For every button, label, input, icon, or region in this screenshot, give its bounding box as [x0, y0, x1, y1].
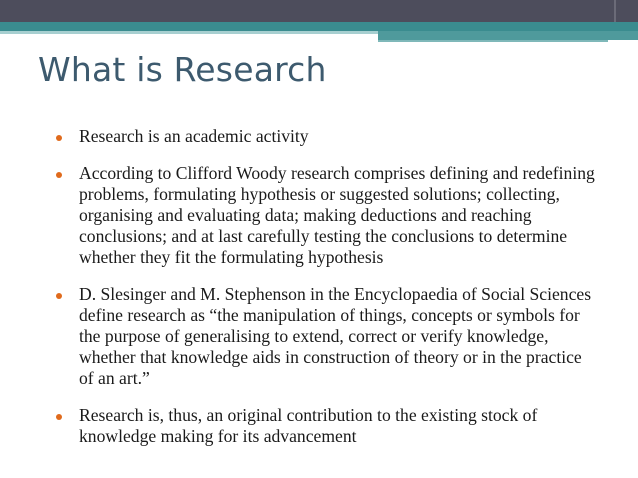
- bullet-text: Research is an academic activity: [79, 126, 309, 146]
- bullet-item: [56, 163, 596, 268]
- bullet-text: According to Clifford Woody research comprises defining and redefining problems, formulating hypothesis or suggested solutions; collecting, organising and evaluating data; making deductions and reaching conclusions; and at last carefully testing the conclusions to determine whether they fit the formulating hypothesis: [79, 163, 595, 267]
- bullet-dot-icon: [56, 172, 62, 178]
- header-band-tick: [614, 0, 616, 22]
- header-band-dark: [0, 0, 638, 22]
- bullet-item: [56, 405, 596, 447]
- bullet-text: Research is, thus, an original contribution to the existing stock of knowledge making for its advancement: [79, 405, 538, 446]
- bullet-item: [56, 126, 596, 147]
- bullet-dot-icon: [56, 414, 62, 420]
- bullet-dot-icon: [56, 135, 62, 141]
- slide-title: What is Research: [38, 50, 327, 89]
- bullet-item: [56, 284, 596, 389]
- header-band-right-line: [378, 40, 608, 42]
- bullet-text: D. Slesinger and M. Stephenson in the Encyclopaedia of Social Sciences define research as “the manipulation of things, concepts or symbols for the purpose of generalising to extend, correct or verify knowledge, whether that knowledge aids in construction of theory or in the practice of an art.”: [79, 284, 592, 388]
- bullet-dot-icon: [56, 293, 62, 299]
- header-band-right-block: [378, 31, 638, 40]
- bullet-list: [56, 126, 596, 463]
- header-band-teal: [0, 22, 638, 31]
